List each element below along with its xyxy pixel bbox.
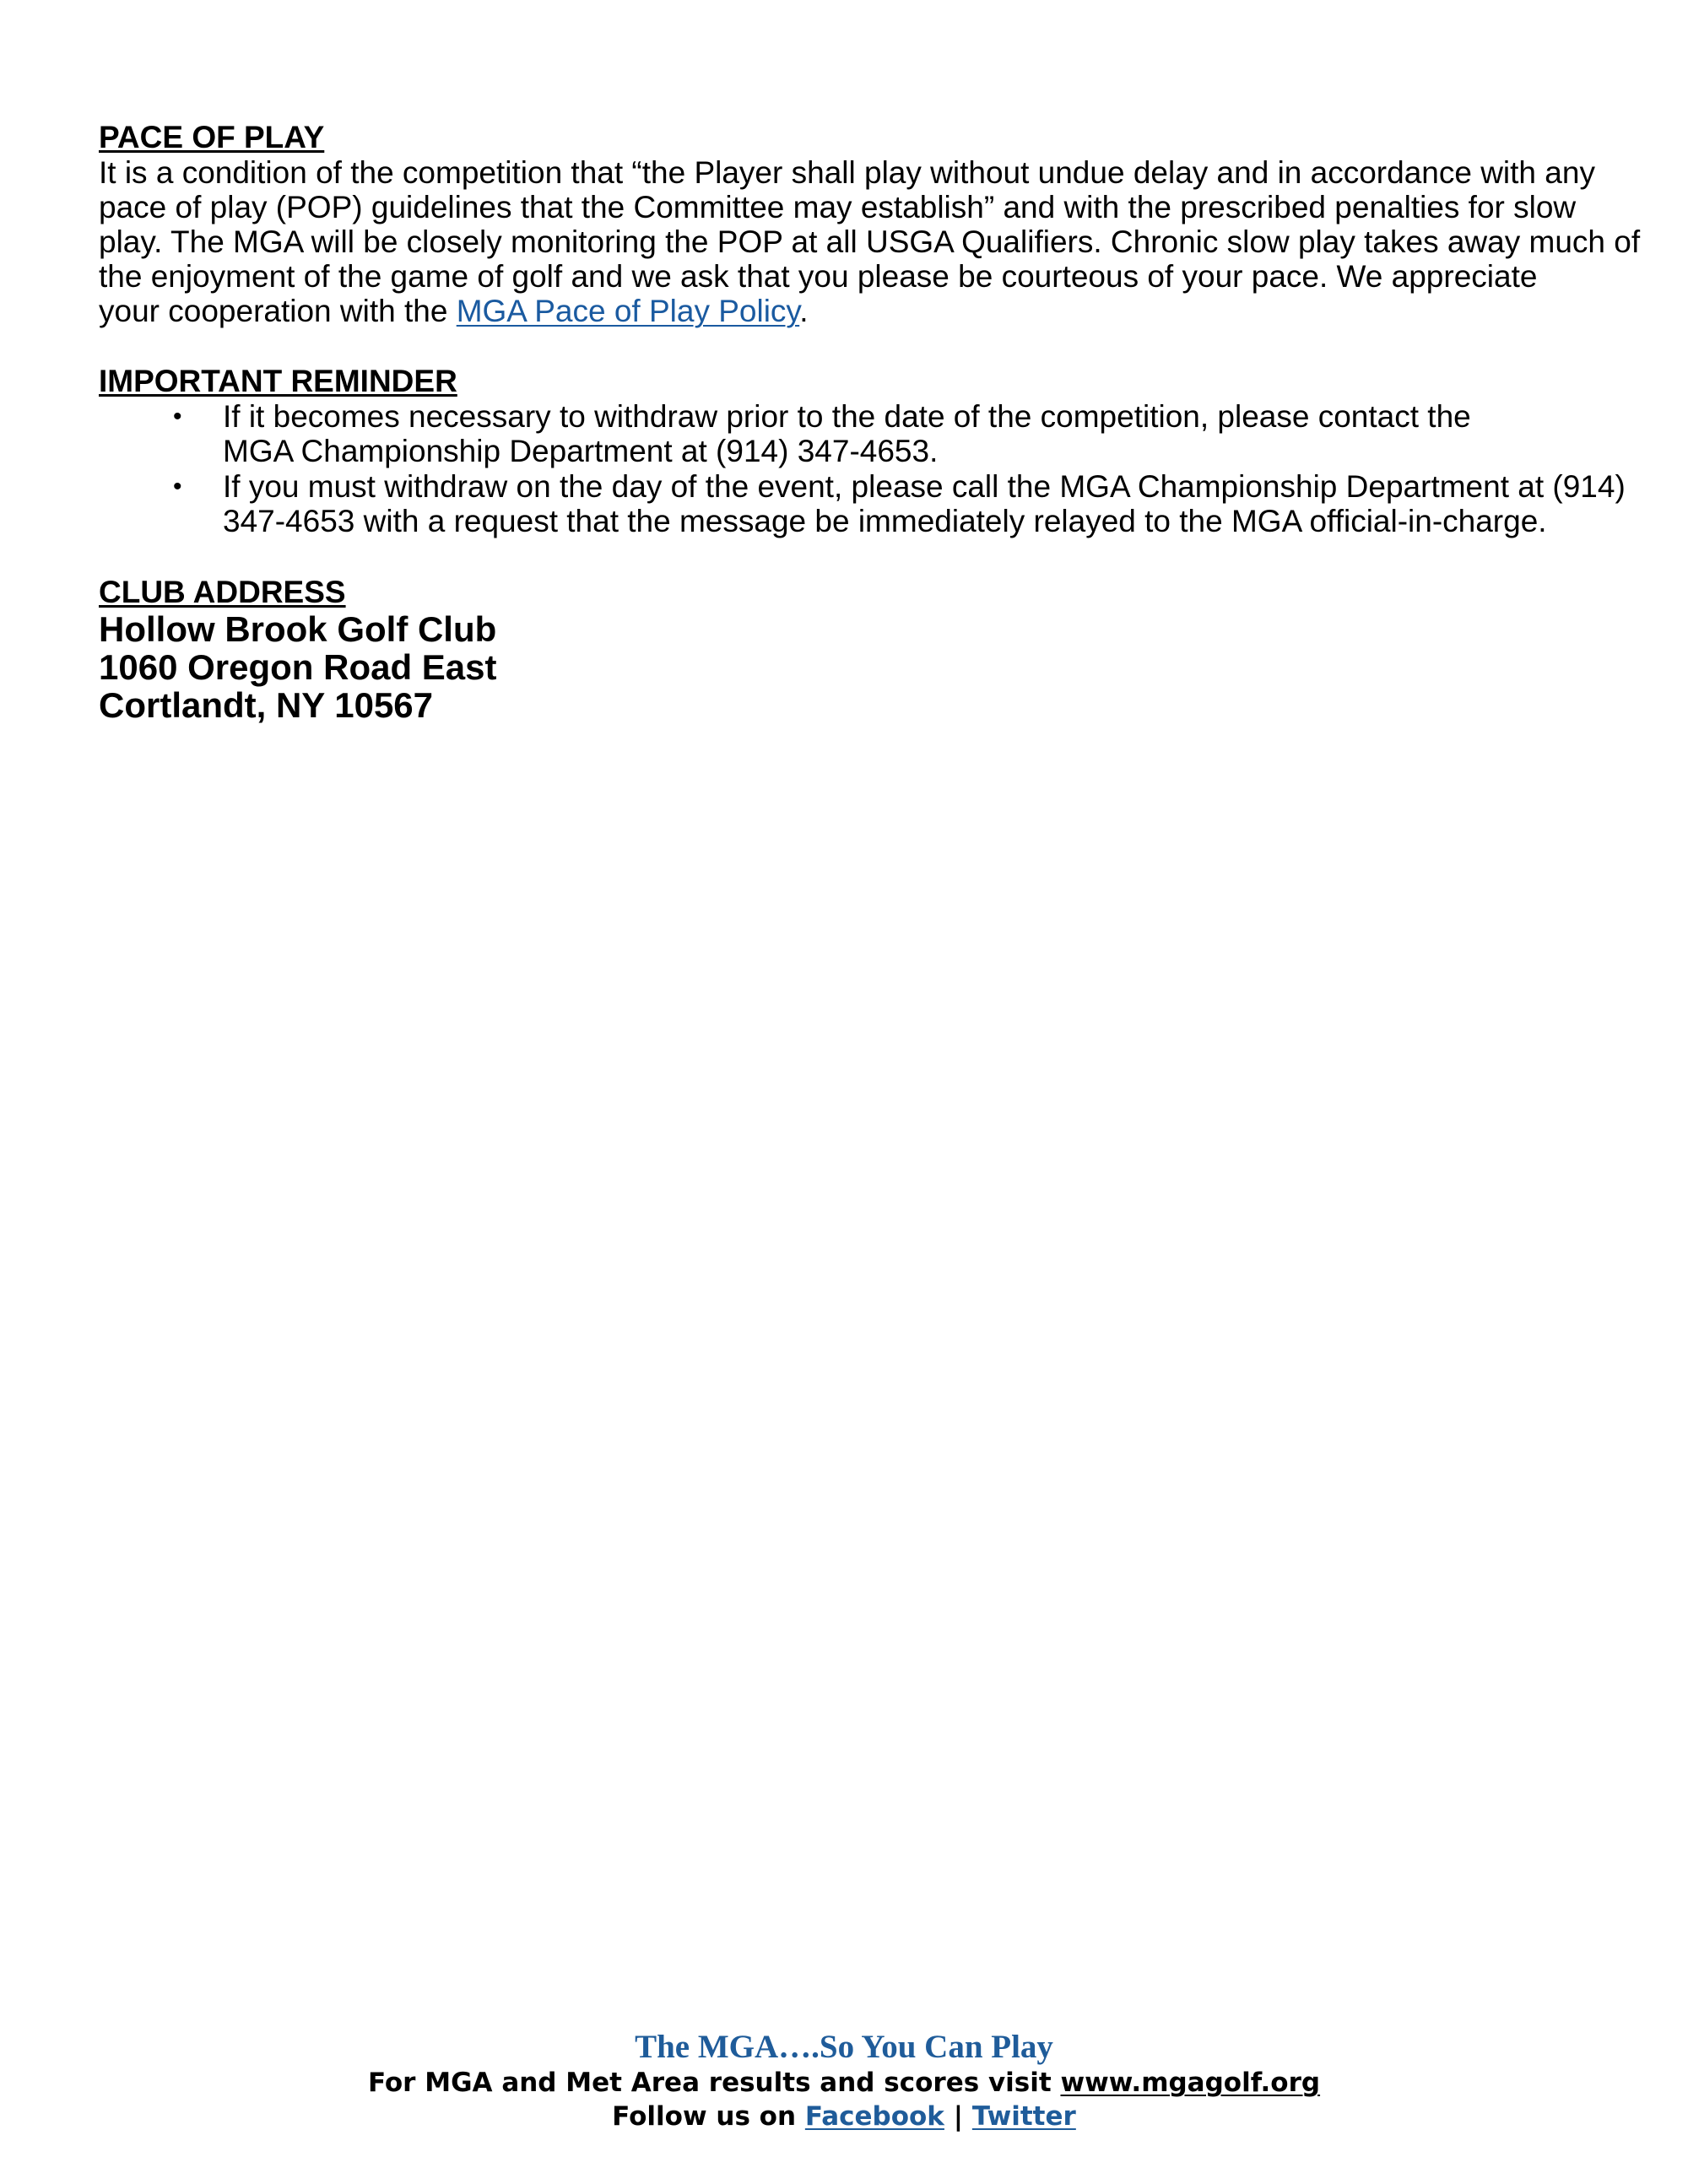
- club-street: 1060 Oregon Road East: [99, 647, 497, 687]
- list-item-text: If it becomes necessary to withdraw prior to the date of the competition, please contact the: [223, 399, 1471, 434]
- paragraph-line: pace of play (POP) guidelines that the Committee may establish” and with the prescribed penalties for slow: [99, 190, 1577, 224]
- bullet-icon: •: [173, 473, 182, 500]
- footer-tagline: The MGA….So You Can Play: [635, 2029, 1053, 2065]
- club-name: Hollow Brook Golf Club: [99, 609, 497, 649]
- reminder-list: [99, 399, 1626, 538]
- footer-follow-line: [0, 2100, 1688, 2133]
- club-address-heading: CLUB ADDRESS: [99, 575, 346, 609]
- pace-of-play-heading: PACE OF PLAY: [99, 120, 325, 154]
- club-city-state-zip: Cortlandt, NY 10567: [99, 685, 434, 725]
- footer-results-text: For MGA and Met Area results and scores visit: [367, 2068, 1061, 2098]
- list-item: [99, 399, 1610, 468]
- paragraph-text: your cooperation with the: [99, 294, 457, 328]
- footer-results-line: [0, 2066, 1688, 2100]
- list-item-text: MGA Championship Department at (914) 347-4653.: [223, 434, 939, 468]
- paragraph-line: [99, 294, 1610, 328]
- paragraph-line: the enjoyment of the game of golf and we ask that you please be courteous of your pace. We appreciate: [99, 259, 1538, 294]
- important-reminder-heading: IMPORTANT REMINDER: [99, 364, 457, 398]
- important-reminder-section: [99, 364, 1626, 538]
- paragraph-line: play. The MGA will be closely monitoring the POP at all USGA Qualifiers. Chronic slow play takes away much of: [99, 224, 1641, 259]
- paragraph-line: It is a condition of the competition that “the Player shall play without undue delay and in accordance with any: [99, 155, 1595, 190]
- mgagolf-website-link[interactable]: www.mgagolf.org: [1060, 2068, 1321, 2098]
- facebook-link[interactable]: Facebook: [804, 2101, 944, 2132]
- club-address-section: [99, 575, 1610, 724]
- paragraph-text: .: [799, 294, 809, 328]
- list-item-text: If you must withdraw on the day of the event, please call the MGA Championship Department at (914): [223, 469, 1626, 504]
- pace-of-play-section: [99, 120, 1641, 328]
- list-item: [99, 469, 1626, 538]
- pace-of-play-paragraph: [99, 155, 1641, 328]
- spacer: [99, 539, 1610, 575]
- footer-separator: |: [944, 2101, 972, 2132]
- spacer: [99, 328, 1610, 364]
- footer-follow-text: Follow us on: [612, 2101, 805, 2132]
- bullet-icon: •: [173, 403, 182, 430]
- document-page: [99, 120, 1641, 725]
- twitter-link[interactable]: Twitter: [971, 2101, 1076, 2132]
- pace-of-play-policy-link[interactable]: MGA Pace of Play Policy: [456, 294, 800, 328]
- list-item-text: 347-4653 with a request that the message be immediately relayed to the MGA official-in-charge.: [223, 504, 1547, 538]
